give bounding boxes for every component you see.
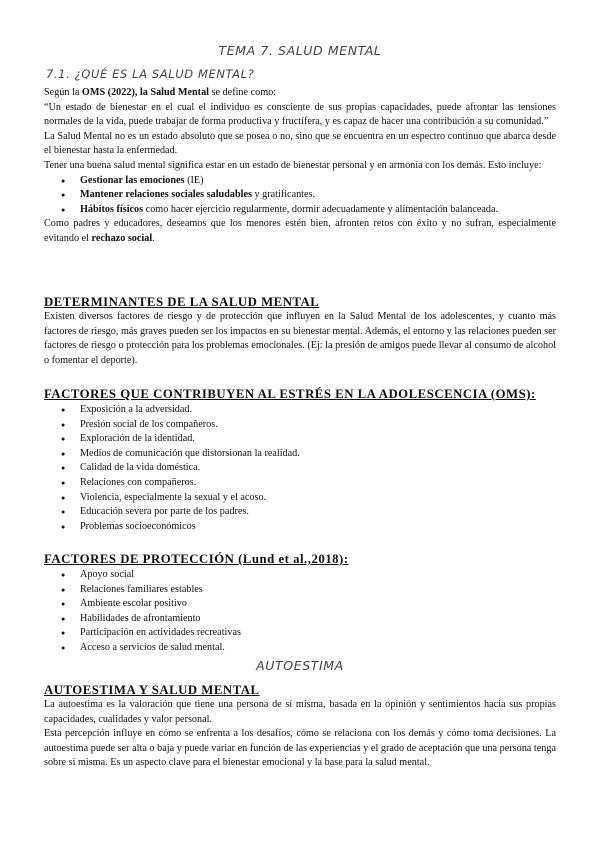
paragraph: Tener una buena salud mental significa estar en un estado de bienestar personal y en armonía con los demás. Esto incluye: [44,159,542,171]
list-item [44,203,556,218]
oms-quote: “Un estado de bienestar en el cual el individuo es consciente de sus propias capacidades, puede afrontar las tensiones normales de la vida, puede trabajar de forma productiva y fructífera, y es capaz de hacer una contribución a su comunidad.” [44,101,556,128]
list-item: ● Relaciones familiares estables [44,583,556,598]
text-span: Según la [44,87,82,98]
determinantes-section [44,294,556,368]
list-item [44,174,556,189]
list-item: ● Medios de comunicación que distorsionan la realidad. [44,447,556,462]
proteccion-section [44,551,556,656]
list-item: ● Apoyo social [44,568,556,583]
list-item: ● Presión social de los compañeros. [44,418,556,433]
bullet-list [44,174,556,218]
list-item: ● Habilidades de afrontamiento [44,612,556,627]
section-subtitle: 7.1. ¿QUÉ ES LA SALUD MENTAL? [46,67,255,81]
list-item: ● Relaciones con compañeros. [44,476,556,491]
paragraph: La autoestima es la valoración que tiene una persona de sí misma, basada en la opinión y sentimientos hacia sus propias capacidades, cualidades y valor personal. [44,699,556,725]
bold-term: Hábitos físicos [80,203,144,215]
paragraph [44,217,556,246]
estres-section [44,386,556,534]
list-item: ● Educación severa por parte de los padres. [44,505,556,520]
bullet-list [44,568,556,656]
section-heading: DETERMINANTES DE LA SALUD MENTAL [44,295,320,309]
section-heading: FACTORES DE PROTECCIÓN (Lund et al.,2018): [44,552,349,566]
text-span: (IE) [184,174,204,186]
list-item: ● Violencia, especialmente la sexual y el acoso. [44,491,556,506]
section-heading: AUTOESTIMA Y SALUD MENTAL [44,683,260,697]
section-heading: FACTORES QUE CONTRIBUYEN AL ESTRÉS EN LA ADOLESCENCIA (OMS): [44,387,536,401]
paragraph: Esta percepción influye en cómo se enfrenta a los desafíos, cómo se relaciona con los demás y cómo toma decisiones. La autoestima puede ser alta o baja y puede variar en función de las experiencias y el grado de aceptación que una persona tenga sobre sí misma. Es un aspecto clave para el bienestar emocional y la base para la salud mental. [44,728,556,769]
bold-term: Gestionar las emociones [80,174,185,186]
text-span: . [152,232,155,244]
bold-term: rechazo social [91,232,153,244]
list-item [44,188,556,203]
oms-definition-intro [44,86,556,101]
bold-term: OMS (2022), la Salud Mental [81,87,209,98]
list-item: ● Ambiente escolar positivo [44,597,556,612]
list-item: ● Exposición a la adversidad. [44,403,556,418]
list-item: ● Calidad de la vida doméstica. [44,461,556,476]
page-title: TEMA 7. SALUD MENTAL [218,43,382,58]
autoestima-title: AUTOESTIMA [256,658,344,673]
text-span: como hacer ejercicio regularmente, dormir adecuadamente y alimentación balanceada. [143,203,499,215]
bold-term: Mantener relaciones sociales saludables [80,189,252,201]
bullet-list [44,403,556,534]
text-span: se define como: [209,87,277,98]
autoestima-section [44,682,556,771]
list-item: ● Problemas socioeconómicos [44,520,556,535]
text-span: Como padres y educadores, deseamos que los menores estén bien, afronten retos con éxito y no sufran, especialmente evitando el [44,218,556,244]
list-item: ● Participación en actividades recreativas [44,626,556,641]
list-item: ● Exploración de la identidad. [44,432,556,447]
paragraph: Existen diversos factores de riesgo y de protección que influyen en la Salud Mental de los adolescentes, y cuanto más factores de riesgo, más graves pueden ser los impactos en su bienestar mental. Además, el entorno y las relaciones pueden ser factores de riesgo o protección para los problemas emocionales. (Ej: la presión de amigos puede llevar al consumo de alcohol o fomentar el deporte). [44,311,556,366]
intro-section [44,86,556,247]
text-span: y gratificantes. [251,189,316,201]
paragraph: La Salud Mental no es un estado absoluto que se posea o no, sino que se encuentra en un espectro continuo que abarca desde el bienestar hasta la enfermedad. [44,130,556,157]
list-item: ● Acceso a servicios de salud mental. [44,641,556,656]
